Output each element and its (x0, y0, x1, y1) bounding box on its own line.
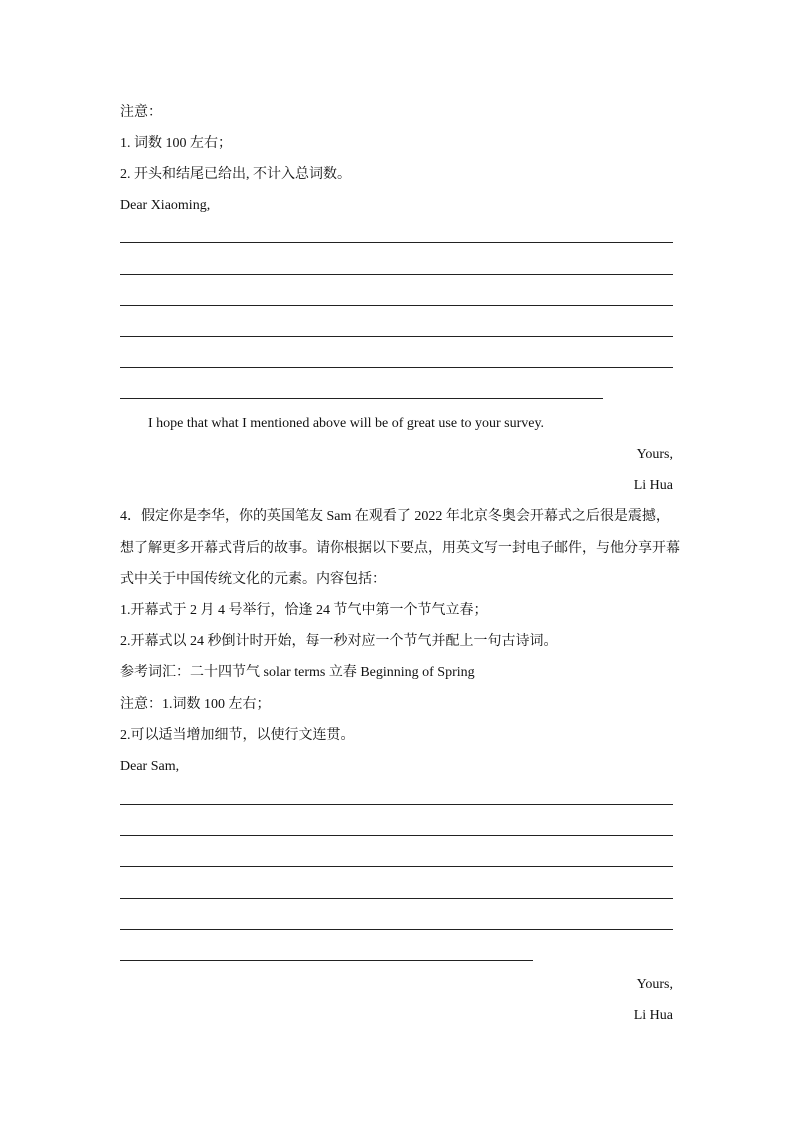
writing-line (120, 866, 673, 867)
writing-line (120, 305, 673, 306)
writing-line (120, 242, 673, 243)
notice-item-word-count: 1. 词数 100 左右； (120, 136, 232, 151)
notice-add-details: 2.可以适当增加细节，以使行文连贯。 (120, 728, 355, 743)
writing-line (120, 835, 673, 836)
prompt-line-1: 4．假定你是李华，你的英国笔友 Sam 在观看了 2022 年北京冬奥会开幕式之后很是震撼， (120, 509, 670, 524)
reference-vocabulary: 参考词汇：二十四节气 solar terms 立春 Beginning of Spring (120, 665, 475, 680)
notice-item-opening-ending: 2. 开头和结尾已给出, 不计入总词数。 (120, 167, 351, 182)
writing-line (120, 804, 673, 805)
closing-sentence: I hope that what I mentioned above will be of great use to your survey. (148, 416, 545, 431)
sign-off: Yours, (636, 977, 673, 992)
content-point-2: 2.开幕式以 24 秒倒计时开始，每一秒对应一个节气并配上一句古诗词。 (120, 634, 558, 649)
notice-heading: 注意： (120, 105, 162, 120)
salutation: Dear Xiaoming, (120, 198, 211, 213)
salutation: Dear Sam, (120, 759, 180, 774)
writing-line (120, 929, 673, 930)
writing-line-short (120, 960, 533, 961)
writing-line (120, 898, 673, 899)
prompt-line-2: 想了解更多开幕式背后的故事。请你根据以下要点，用英文写一封电子邮件，与他分享开幕 (120, 541, 680, 556)
prompt-line-3: 式中关于中国传统文化的元素。内容包括： (120, 572, 386, 587)
content-point-1: 1.开幕式于 2 月 4 号举行，恰逢 24 节气中第一个节气立春； (120, 603, 488, 618)
writing-line (120, 367, 673, 368)
signature: Li Hua (633, 478, 673, 493)
sign-off: Yours, (636, 447, 673, 462)
writing-line-short (120, 398, 603, 399)
notice-word-count: 注意：1.词数 100 左右； (120, 697, 271, 712)
signature: Li Hua (633, 1008, 673, 1023)
writing-line (120, 336, 673, 337)
writing-line (120, 274, 673, 275)
